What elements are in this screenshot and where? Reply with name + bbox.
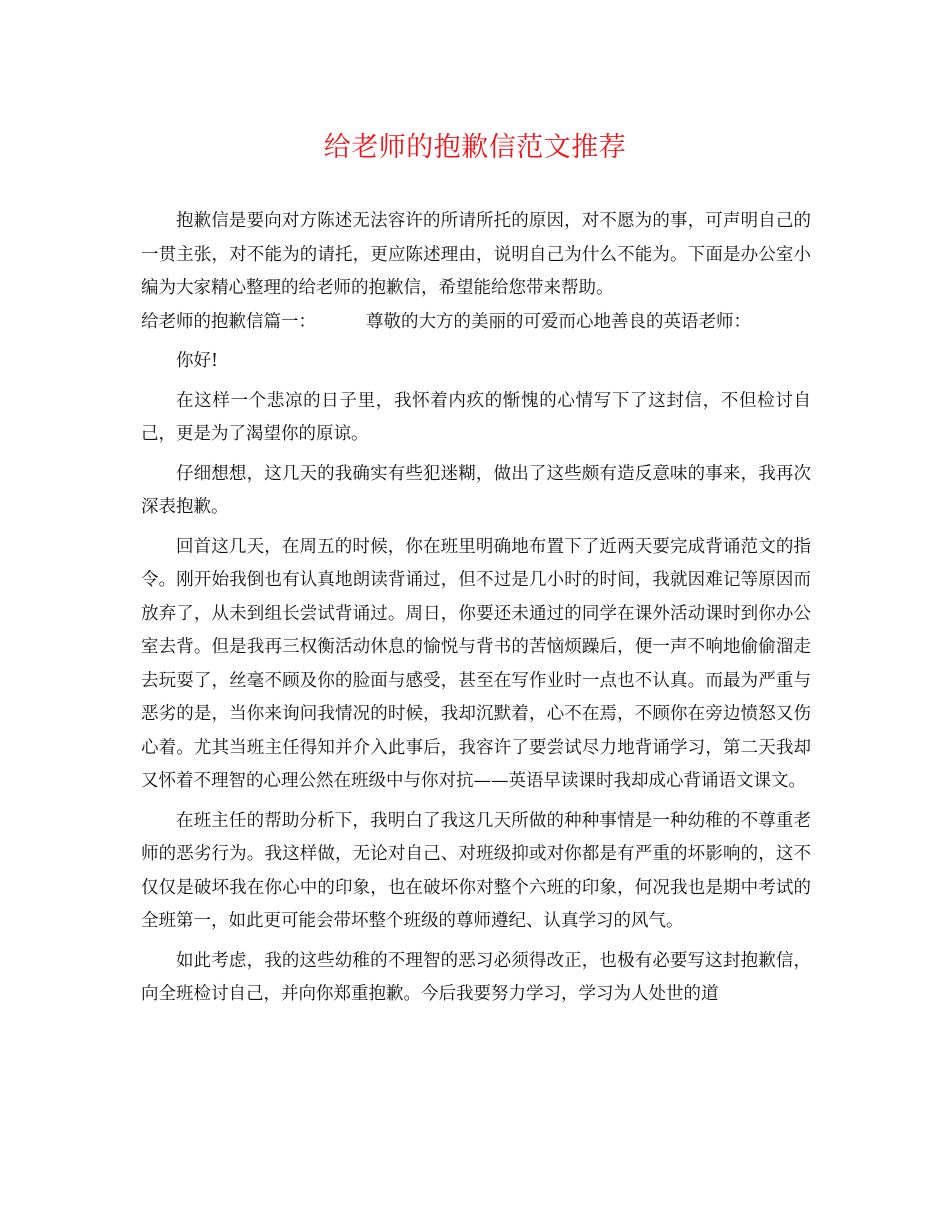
body-paragraph: 在这样一个悲凉的日子里，我怀着内疚的惭愧的心情写下了这封信，不但检讨自己，更是为了渴望你的原谅。	[141, 390, 811, 444]
section-heading-line	[141, 306, 811, 340]
document-body	[141, 205, 811, 1012]
body-paragraph: 回首这几天，在周五的时候，你在班里明确地布置下了近两天要完成背诵范文的指令。刚开始我倒也有认真地朗读背诵过，但不过是几小时的时间，我就因难记等原因而放弃了，从未到组长尝试背诵过。周日，你要还未通过的同学在课外活动课时到你办公室去背。但是我再三权衡活动休息的愉悦与背书的苦恼烦躁后，便一声不响地偷偷溜走去玩耍了，丝毫不顾及你的脸面与感受，甚至在写作业时一点也不认真。而最为严重与恶劣的是，当你来询问我情况的时候，我却沉默着，心不在焉，不顾你在旁边愤怒又伤心着。尤其当班主任得知并介入此事后，我容许了要尝试尽力地背诵学习，第二天我却又怀着不理智的心理公然在班级中与你对抗——英语早读课时我却成心背诵语文课文。	[141, 536, 811, 791]
body-paragraph: 仔细想想，这几天的我确实有些犯迷糊，做出了这些颇有造反意味的事来，我再次深表抱歉。	[141, 463, 811, 517]
document-title: 给老师的抱歉信范文推荐	[323, 132, 627, 163]
intro-paragraph: 抱歉信是要向对方陈述无法容许的所请所托的原因，对不愿为的事，可声明自己的一贯主张，对不能为的请托，更应陈述理由，说明自己为什么不能为。下面是办公室小编为大家精心整理的给老师的抱歉信，希望能给您带来帮助。	[141, 211, 811, 298]
body-paragraph: 在班主任的帮助分析下，我明白了我这几天所做的种种事情是一种幼稚的不尊重老师的恶劣行为。我这样做，无论对自己、对班级抑或对你都是有严重的坏影响的，这不仅仅是破坏我在你心中的印象，也在破坏你对整个六班的印象，何况我也是期中考试的全班第一，如此更可能会带坏整个班级的尊师遵纪、认真学习的风气。	[141, 810, 811, 931]
section-label: 给老师的抱歉信篇一：	[141, 311, 316, 332]
salutation: 尊敬的大方的美丽的可爱而心地善良的英语老师：	[366, 311, 751, 332]
body-paragraph: 如此考虑，我的这些幼稚的不理智的恶习必须得改正，也极有必要写这封抱歉信，向全班检讨自己，并向你郑重抱歉。今后我要努力学习，学习为人处世的道	[141, 950, 811, 1004]
greeting: 你好!	[176, 351, 219, 371]
